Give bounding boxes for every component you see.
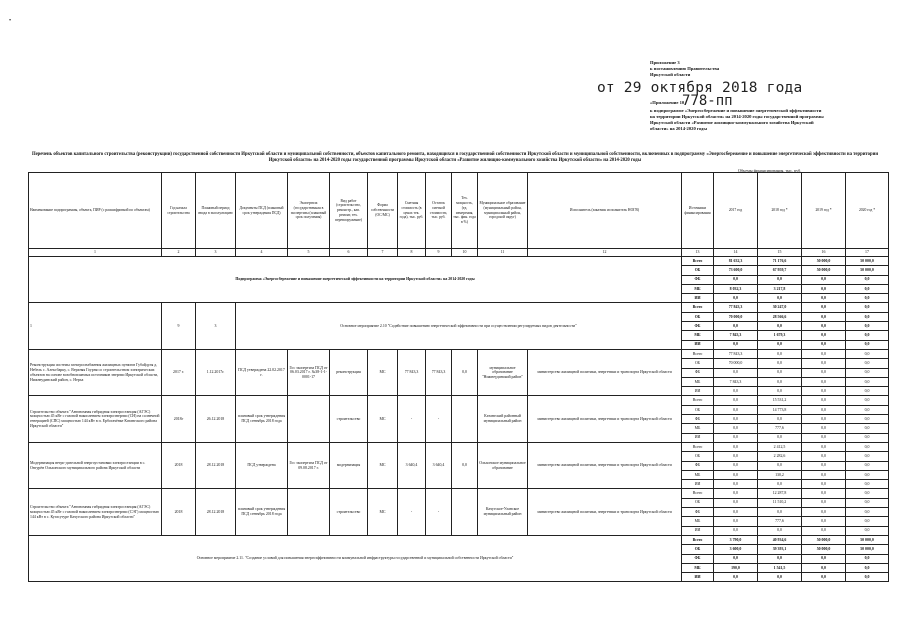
start-year: 2017 г.: [162, 349, 196, 395]
program-line: на территории Иркутской области» на 2014-2020 годы государственной программы: [650, 114, 824, 119]
col-number: 2: [162, 249, 196, 257]
finance-value: 0,0: [714, 294, 758, 303]
work-type: строительство: [330, 489, 368, 535]
finance-value: 7 843,3: [714, 377, 758, 386]
col-number: 5: [288, 249, 330, 257]
finance-value: 0,0: [846, 498, 889, 507]
remaining-cost: 3 640,4: [426, 442, 452, 488]
resolution-date: от 29 октября 2018 года: [597, 80, 803, 96]
finance-source: ОБ: [682, 266, 714, 275]
finance-value: 77 843,3: [714, 349, 758, 358]
finance-value: 0,0: [846, 284, 889, 293]
finance-value: 67 959,7: [758, 266, 802, 275]
commissioning-date: 26.12.2018: [196, 396, 236, 442]
executor: министерство жилищной политики, энергетики и транспорта Иркутской области: [528, 489, 682, 535]
finance-value: 0,0: [714, 480, 758, 489]
start-year: 2018: [162, 489, 196, 535]
finance-value: 50 000,0: [802, 535, 846, 544]
finance-value: 11 510,2: [758, 498, 802, 507]
estimated-cost: 77 843,3: [398, 349, 426, 395]
subprogram-section: [29, 257, 889, 303]
finance-source: Всего: [682, 303, 714, 312]
finance-value: 50 000,0: [802, 257, 846, 266]
finance-source: ИИ: [682, 433, 714, 442]
finance-value: 0,0: [714, 517, 758, 526]
start-year: 2018: [162, 442, 196, 488]
object-1-section: [29, 349, 889, 395]
finance-value: 0,0: [758, 322, 802, 331]
object-name: Модернизация ветро-дизельной энергоустановки электростанции в с. Онгурён Ольхонского муниципального района Иркутской области: [29, 442, 162, 488]
finance-value: 71 176,6: [758, 257, 802, 266]
finance-source: Всего: [682, 442, 714, 451]
finance-value: 0,0: [846, 554, 889, 563]
finance-value: 0,0: [758, 349, 802, 358]
finance-value: 0,0: [846, 387, 889, 396]
remaining-cost: 77 843,3: [426, 349, 452, 395]
col-number: 7: [368, 249, 398, 257]
scan-mark: •: [9, 18, 12, 24]
estimated-cost: 3 640,4: [398, 442, 426, 488]
expertise: [288, 396, 330, 442]
finance-value: 1 541,5: [758, 563, 802, 572]
executor: министерство жилищной политики, энергетики и транспорта Иркутской области: [528, 349, 682, 395]
finance-value: 50 000,0: [846, 535, 889, 544]
finance-value: 73 600,0: [714, 266, 758, 275]
row-marker: 3: [196, 303, 236, 349]
psd-status: ПСД утверждена: [236, 442, 288, 488]
finance-value: 0,0: [714, 489, 758, 498]
finance-source: МБ: [682, 470, 714, 479]
finance-value: 7 843,3: [714, 331, 758, 340]
finance-value: 0,0: [802, 517, 846, 526]
finance-value: 50 000,0: [802, 545, 846, 554]
col-ownership: Форма собственности (ОС/МС): [368, 173, 398, 249]
finance-value: 0,0: [758, 340, 802, 349]
finance-value: 0,0: [758, 461, 802, 470]
finance-row: [29, 489, 889, 498]
finance-value: 0,0: [802, 480, 846, 489]
finance-value: 0,0: [802, 424, 846, 433]
finance-value: 0,0: [802, 312, 846, 321]
finance-value: 0,0: [846, 368, 889, 377]
finance-value: 81 632,3: [714, 257, 758, 266]
col-municipality: Муниципальное образование (муниципальный район, муниципальный район, городской округ): [478, 173, 528, 249]
finance-value: 0,0: [846, 322, 889, 331]
column-numbers-row: [29, 249, 889, 257]
finance-value: 0,0: [714, 387, 758, 396]
finance-value: 0,0: [802, 359, 846, 368]
object-name: Реконструкция системы электроснабжения жилищных пунктов Губайдуля д. Небель с. Алексбарку, с. Верхняя Гоурня со строительством электрических объектов на основе возобновляемых источников энергии Иркутской области, Нижнеудинский район, с. Нерха: [29, 349, 162, 395]
finance-value: 0,0: [802, 563, 846, 572]
finance-value: 0,0: [714, 322, 758, 331]
finance-source: ФБ: [682, 461, 714, 470]
finance-value: 0,0: [714, 498, 758, 507]
finance-source: Всего: [682, 257, 714, 266]
finance-source: МБ: [682, 563, 714, 572]
finance-value: 0,0: [802, 387, 846, 396]
executor: министерство жилищной политики, энергетики и транспорта Иркутской области: [528, 396, 682, 442]
finance-value: 0,0: [846, 526, 889, 535]
finance-value: 0,0: [802, 405, 846, 414]
col-number: 17: [846, 249, 889, 257]
finance-source: Всего: [682, 489, 714, 498]
finance-value: 130,2: [758, 470, 802, 479]
psd-status: плановый срок утверждения ПСД сентябрь 2018 года: [236, 489, 288, 535]
finance-value: 0,0: [802, 442, 846, 451]
ownership: МС: [368, 489, 398, 535]
finance-value: 50 000,0: [846, 545, 889, 554]
finance-value: 777,6: [758, 424, 802, 433]
commissioning-date: 28.12.2018: [196, 489, 236, 535]
col-number: 14: [714, 249, 758, 257]
psd-status: ПСД утверждена 22.02.2017 г.: [236, 349, 288, 395]
finance-value: 70 000,0: [714, 312, 758, 321]
finance-value: 0,0: [846, 433, 889, 442]
finance-value: 1 679,3: [758, 331, 802, 340]
finance-value: 0,0: [846, 442, 889, 451]
finance-source: ФБ: [682, 508, 714, 517]
col-number: 1: [29, 249, 162, 257]
finance-row: [29, 257, 889, 266]
finance-value: 70 000,0: [714, 359, 758, 368]
finance-value: 0,0: [846, 340, 889, 349]
finance-source: МБ: [682, 331, 714, 340]
col-number: 9: [426, 249, 452, 257]
psd-status: плановый срок утверждения ПСД сентябрь 2018 года: [236, 396, 288, 442]
col-expertise: Экспертиза (государственная в экспертизы (плановый срок получения): [288, 173, 330, 249]
header-line: Иркутской области: [650, 72, 691, 77]
finance-value: 0,0: [758, 415, 802, 424]
finance-source: Всего: [682, 535, 714, 544]
finance-value: 39 393,1: [758, 545, 802, 554]
col-number: 11: [478, 249, 528, 257]
finance-value: 0,0: [846, 275, 889, 284]
measure-label: Основное мероприятие 2.11. "Создание условий для повышения энергоэффективности коммунальной инфраструктуры государственной и муниципальной собственности Иркутской области": [29, 535, 682, 581]
finance-row: [29, 303, 889, 312]
municipality: Катангский районный муниципальный район: [478, 396, 528, 442]
finance-value: 0,0: [846, 517, 889, 526]
col-number: 13: [682, 249, 714, 257]
finance-value: 0,0: [846, 415, 889, 424]
start-year: 2018г: [162, 396, 196, 442]
appendix-title: «Приложение 10: [650, 100, 685, 105]
resolution-number: 778-пп: [682, 93, 733, 109]
finance-value: 0,0: [758, 573, 802, 582]
col-estimated-cost: Сметная стоимость (в ценах тек. года), тыс. руб.: [398, 173, 426, 249]
measure-2-11-section: [29, 535, 889, 581]
finance-source: Всего: [682, 396, 714, 405]
finance-value: 777,6: [758, 517, 802, 526]
finance-value: 0,0: [802, 368, 846, 377]
finance-source: ФБ: [682, 368, 714, 377]
object-3-section: [29, 442, 889, 488]
finance-value: 0,0: [758, 368, 802, 377]
finance-value: 0,0: [846, 489, 889, 498]
program-line: области» на 2014-2020 годы: [650, 126, 707, 131]
finance-value: 50 000,0: [846, 257, 889, 266]
col-name: Наименование подпрограммы, объекта, ПИР (с расшифровкой по объектам): [29, 173, 162, 249]
finance-value: 0,0: [846, 294, 889, 303]
col-number: 4: [236, 249, 288, 257]
finance-value: 0,0: [846, 349, 889, 358]
ownership: МС: [368, 396, 398, 442]
estimated-cost: -: [398, 396, 426, 442]
finance-value: 50 000,0: [802, 266, 846, 275]
finance-value: 0,0: [758, 508, 802, 517]
finance-value: 0,0: [802, 284, 846, 293]
finance-value: 0,0: [714, 526, 758, 535]
finance-value: 8 032,3: [714, 284, 758, 293]
subprogram-label: Подпрограмма «Энергосбережение и повышение энергетической эффективности на территории Иркутской области» на 2014-2020 годы: [29, 257, 682, 303]
finance-value: 0,0: [758, 554, 802, 563]
finance-source: ОБ: [682, 498, 714, 507]
finance-source: МБ: [682, 284, 714, 293]
finance-value: 0,0: [846, 331, 889, 340]
row-marker: 1: [29, 303, 162, 349]
capacity: 0,0: [452, 349, 478, 395]
finance-value: 0,0: [802, 415, 846, 424]
expertise: Гос экспертиза ПСД от 09.08.2017 г.: [288, 442, 330, 488]
object-name: Строительство объекта "Автономная гибридная электростанция (АГЭС) мощностью 45 кВт с газовой накоплением электроэнергии (СЭГ) мощностью 144 кВт в с. Кугасутуре Качугского района Иркутской области": [29, 489, 162, 535]
measure-2-10-section: [29, 303, 889, 349]
finance-value: 0,0: [714, 442, 758, 451]
finance-value: 0,0: [846, 396, 889, 405]
finance-source: ОБ: [682, 452, 714, 461]
finance-value: 0,0: [802, 340, 846, 349]
finance-value: 0,0: [758, 359, 802, 368]
col-work-type: Вид работ (строительство, реконстр., кап. ремонт, тех. перевооружение): [330, 173, 368, 249]
remaining-cost: -: [426, 396, 452, 442]
expertise: [288, 489, 330, 535]
remaining-cost: -: [426, 489, 452, 535]
finance-value: 3 790,0: [714, 535, 758, 544]
capacity: 0,0: [452, 442, 478, 488]
capacity: [452, 396, 478, 442]
finance-value: 0,0: [714, 396, 758, 405]
program-line: Иркутской области «Развитие жилищно-коммунального хозяйства Иркутской: [650, 120, 814, 125]
finance-value: 0,0: [802, 489, 846, 498]
finance-value: 190,0: [714, 563, 758, 572]
ownership: МС: [368, 349, 398, 395]
object-4-section: [29, 489, 889, 535]
finance-source: МБ: [682, 377, 714, 386]
ownership: МС: [368, 442, 398, 488]
finance-source: ИИ: [682, 526, 714, 535]
row-marker: 9: [162, 303, 196, 349]
finance-source: ОБ: [682, 359, 714, 368]
finance-source: ИИ: [682, 387, 714, 396]
finance-value: 0,0: [758, 294, 802, 303]
finance-value: 0,0: [802, 275, 846, 284]
finance-value: 0,0: [758, 275, 802, 284]
object-name: Строительство объекта "Автономная гибридная электростанция (АГЭС) мощностью 45 кВт с газовой накоплением электроэнергии (СН) на солнечной генерацией (СПС) мощностью 144 кВт в п. Ербогачёнке Катангского района Иркутской области": [29, 396, 162, 442]
col-source: Источники финансирования: [682, 173, 714, 249]
col-commissioning: Плановый период ввода в эксплуатацию: [196, 173, 236, 249]
finance-value: 0,0: [802, 331, 846, 340]
col-remaining-cost: Остаток сметной стоимости, тыс. руб.: [426, 173, 452, 249]
col-start-year: Год начала строительства: [162, 173, 196, 249]
estimated-cost: -: [398, 489, 426, 535]
col-2017: 2017 год: [714, 173, 758, 249]
finance-value: 0,0: [758, 433, 802, 442]
expertise: Гос экспертиза ПСД от 06.03.2017 г. №38-1-1-0001-17: [288, 349, 330, 395]
finance-value: 0,0: [714, 275, 758, 284]
col-2019: 2019 год *: [802, 173, 846, 249]
finance-value: 0,0: [802, 573, 846, 582]
finance-value: 50 000,0: [846, 266, 889, 275]
finance-source: ИИ: [682, 480, 714, 489]
units-label: Объемы финансирования, тыс. руб.: [738, 168, 802, 173]
finance-value: 0,0: [846, 359, 889, 368]
finance-value: 0,0: [802, 508, 846, 517]
objects-table: [28, 172, 889, 582]
finance-value: 0,0: [846, 461, 889, 470]
object-2-section: [29, 396, 889, 442]
finance-value: 0,0: [714, 368, 758, 377]
finance-source: ОБ: [682, 405, 714, 414]
finance-source: ФБ: [682, 554, 714, 563]
finance-value: 30 247,0: [758, 303, 802, 312]
col-number: 16: [802, 249, 846, 257]
col-number: 6: [330, 249, 368, 257]
finance-value: 0,0: [802, 498, 846, 507]
finance-value: 0,0: [714, 405, 758, 414]
finance-source: Всего: [682, 349, 714, 358]
finance-value: 0,0: [846, 508, 889, 517]
finance-value: 0,0: [802, 349, 846, 358]
finance-value: 0,0: [846, 405, 889, 414]
finance-value: 0,0: [802, 322, 846, 331]
finance-source: ИИ: [682, 294, 714, 303]
col-number: 3: [196, 249, 236, 257]
finance-value: 77 843,3: [714, 303, 758, 312]
col-psd: Документы ПСД (плановый срок утверждения ПСД): [236, 173, 288, 249]
work-type: строительство: [330, 396, 368, 442]
finance-value: 0,0: [802, 461, 846, 470]
finance-value: 0,0: [802, 433, 846, 442]
finance-value: 0,0: [802, 526, 846, 535]
finance-value: 0,0: [714, 340, 758, 349]
finance-value: 0,0: [714, 415, 758, 424]
finance-value: 0,0: [846, 573, 889, 582]
finance-source: МБ: [682, 517, 714, 526]
finance-value: 0,0: [846, 563, 889, 572]
finance-row: [29, 535, 889, 544]
commissioning-date: 28.12.2018: [196, 442, 236, 488]
finance-value: 0,0: [758, 526, 802, 535]
finance-value: 3 217,8: [758, 284, 802, 293]
finance-value: 0,0: [802, 470, 846, 479]
capacity: [452, 489, 478, 535]
finance-source: ФБ: [682, 322, 714, 331]
header-line: Приложение 3: [650, 60, 680, 65]
finance-value: 0,0: [846, 470, 889, 479]
finance-value: 0,0: [802, 294, 846, 303]
work-type: реконструкция: [330, 349, 368, 395]
finance-value: 0,0: [714, 573, 758, 582]
finance-source: ИИ: [682, 340, 714, 349]
finance-value: 0,0: [758, 377, 802, 386]
finance-value: 0,0: [714, 508, 758, 517]
work-type: модернизация: [330, 442, 368, 488]
finance-value: 0,0: [846, 303, 889, 312]
finance-value: 0,0: [714, 554, 758, 563]
finance-value: 0,0: [714, 424, 758, 433]
header-line: к постановлению Правительства: [650, 66, 720, 71]
finance-value: 2 412,5: [758, 442, 802, 451]
measure-label: Основное мероприятие 2.10 "Содействие повышению энергетической эффективности при осуществлении регулируемых видов деятельности": [236, 303, 682, 349]
finance-source: ФБ: [682, 275, 714, 284]
finance-value: 0,0: [846, 480, 889, 489]
finance-value: 0,0: [802, 554, 846, 563]
col-2018: 2018 год *: [758, 173, 802, 249]
finance-source: ОБ: [682, 312, 714, 321]
finance-value: 0,0: [802, 396, 846, 405]
finance-value: 0,0: [714, 452, 758, 461]
col-number: 15: [758, 249, 802, 257]
finance-value: 14 773,8: [758, 405, 802, 414]
finance-value: 0,0: [758, 387, 802, 396]
finance-value: 0,0: [846, 312, 889, 321]
finance-value: 3 600,0: [714, 545, 758, 554]
program-line: к подпрограмме «Энергосбережение и повышение энергетической эффективности: [650, 108, 822, 113]
finance-value: 0,0: [846, 452, 889, 461]
finance-value: 12 287,8: [758, 489, 802, 498]
executor: министерство жилищной политики, энергетики и транспорта Иркутской области: [528, 442, 682, 488]
finance-value: 0,0: [846, 377, 889, 386]
finance-value: 0,0: [802, 303, 846, 312]
finance-source: ИИ: [682, 573, 714, 582]
finance-value: 0,0: [758, 480, 802, 489]
finance-value: 28 566,6: [758, 312, 802, 321]
col-capacity: Тех. мощность, (ед. измерения, тыс. фин. года в %): [452, 173, 478, 249]
finance-value: 0,0: [802, 452, 846, 461]
header-row: [29, 173, 889, 249]
finance-value: 0,0: [714, 470, 758, 479]
municipality: муниципальное образование "Нижнеудинский район": [478, 349, 528, 395]
municipality: Качугское-Уланское муниципальный район: [478, 489, 528, 535]
finance-source: ФБ: [682, 415, 714, 424]
document-title: Перечень объектов капитального строительства (реконструкции) государственной собственности Иркутской области и муниципальной собственности, объектов капитального ремонта, находящихся в государственной собственности Иркутской области и муниципальной собственности, включенных в подпрограмму «Энергосбережение и повышение энергетической эффективности на территории Иркутской области» на 2014-2020 годы государственной программы Иркутской области «Развитие жилищно-коммунального хозяйства Иркутской области» на 2014-2020 годы: [31, 152, 879, 164]
finance-value: 0,0: [714, 433, 758, 442]
finance-row: [29, 396, 889, 405]
col-2020: 2020 год *: [846, 173, 889, 249]
finance-row: [29, 442, 889, 451]
finance-value: 15 531,2: [758, 396, 802, 405]
finance-value: 0,0: [846, 424, 889, 433]
finance-source: МБ: [682, 424, 714, 433]
commissioning-date: 1.12.2017г.: [196, 349, 236, 395]
finance-source: ОБ: [682, 545, 714, 554]
municipality: Ольхонское муниципальное образование: [478, 442, 528, 488]
col-executor: Исполнитель (заказчик исполнитель НОГВ): [528, 173, 682, 249]
finance-value: 40 934,6: [758, 535, 802, 544]
finance-row: [29, 349, 889, 358]
finance-value: 0,0: [802, 377, 846, 386]
col-number: 8: [398, 249, 426, 257]
finance-value: 0,0: [714, 461, 758, 470]
finance-value: 2 282,6: [758, 452, 802, 461]
col-number: 12: [528, 249, 682, 257]
col-number: 10: [452, 249, 478, 257]
